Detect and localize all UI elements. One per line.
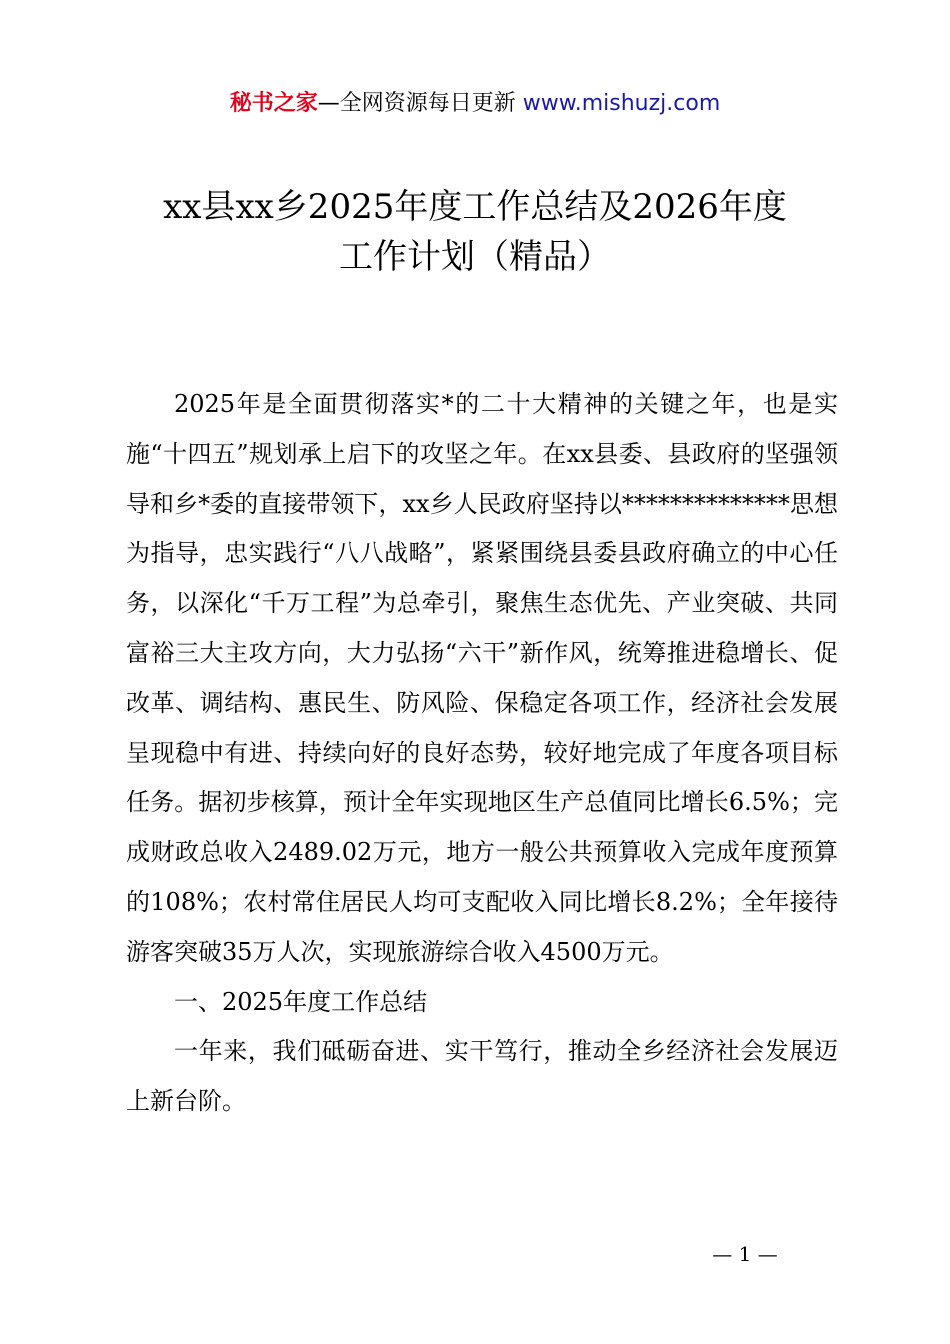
- brand-name: 秘书之家: [229, 91, 318, 116]
- page-number: — 1 —: [712, 1242, 778, 1266]
- intro-paragraph: 2025年是全面贯彻落实*的二十大精神的关键之年，也是实施“十四五”规划承上启下的攻坚之年。在xx县委、县政府的坚强领导和乡*委的直接带领下，xx乡人民政府坚持以**************思想为指导，忠实践行“八八战略”，紧紧围绕县委县政府确立的中心任务，以深化“千万工程”为总牵引，聚焦生态优先、产业突破、共同富裕三大主攻方向，大力弘扬“六干”新作风，统筹推进稳增长、促改革、调结构、惠民生、防风险、保稳定各项工作，经济社会发展呈现稳中有进、持续向好的良好态势，较好地完成了年度各项目标任务。据初步核算，预计全年实现地区生产总值同比增长6.5%；完成财政总收入2489.02万元，地方一般公共预算收入完成年度预算的108%；农村常住居民人均可支配收入同比增长8.2%；全年接待游客突破35万人次，实现旅游综合收入4500万元。: [126, 390, 838, 966]
- document-title: [60, 182, 890, 282]
- document-body: [126, 380, 838, 1127]
- title-line-1: xx县xx乡2025年度工作总结及2026年度: [163, 187, 787, 227]
- site-header: [0, 88, 950, 120]
- title-line-2: 工作计划（精品）: [339, 237, 611, 277]
- site-url-link[interactable]: www.mishuzj.com: [522, 91, 721, 116]
- section-heading: 一、2025年度工作总结: [174, 987, 428, 1016]
- summary-paragraph: 一年来，我们砥砺奋进、实干笃行，推动全乡经济社会发展迈上新台阶。: [126, 1037, 838, 1116]
- header-tagline: —全网资源每日更新: [317, 91, 523, 116]
